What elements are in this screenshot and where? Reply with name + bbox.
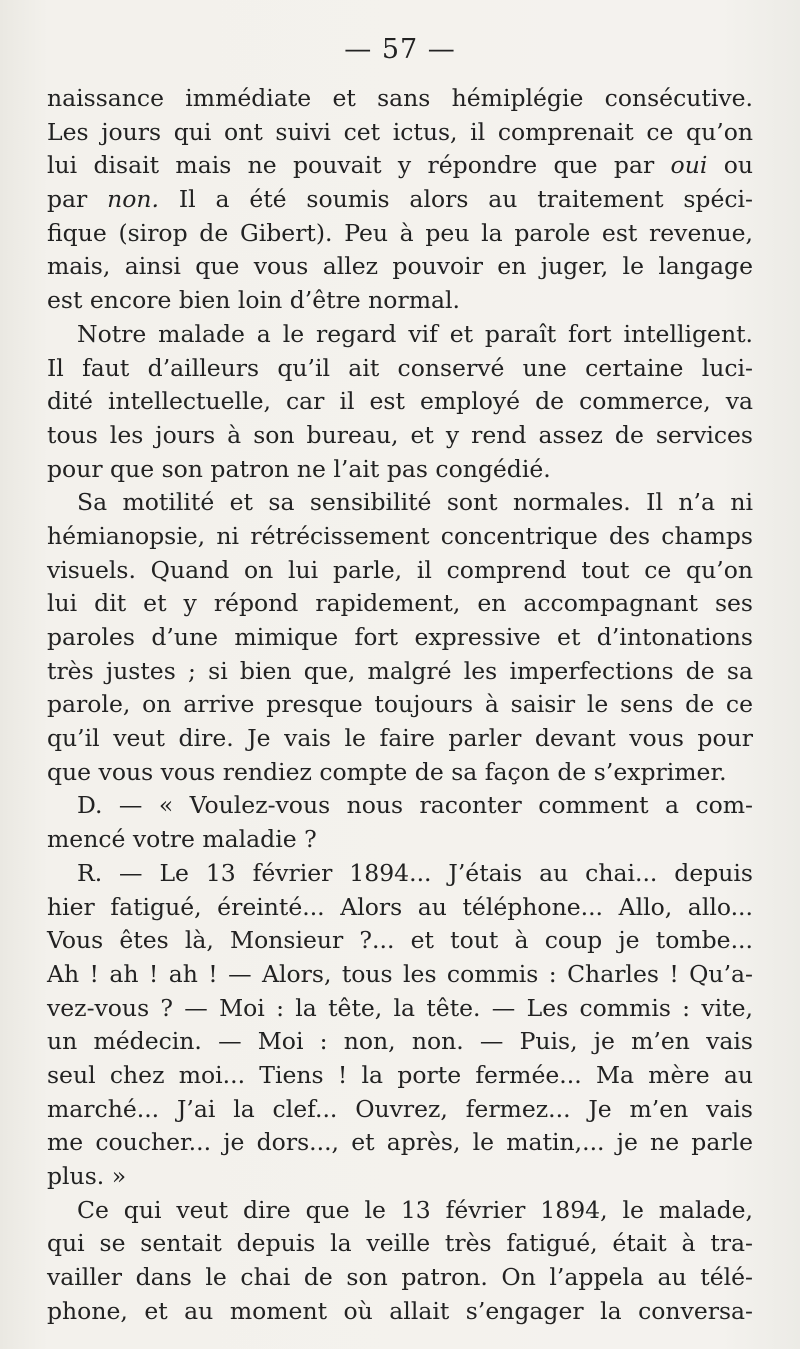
text-line: paroles d’une mimique fort expressive et d’intonations [47, 623, 753, 651]
text-line: Les jours qui ont suivi cet ictus, il comprenait ce qu’on [47, 117, 753, 146]
text-line: visuels. Quand on lui parle, il comprend tout ce qu’on [47, 555, 753, 584]
text-line: mencé votre maladie ? [47, 825, 317, 854]
italic-word: oui [670, 151, 708, 180]
text-line: Ce qui veut dire que le 13 février 1894, le malade, [77, 1195, 753, 1224]
text-line: me coucher... je dors..., et après, le matin,... je ne parle [47, 1128, 753, 1157]
text-line: R. — Le 13 février 1894... J’étais au chai... depuis [77, 858, 753, 887]
text-line: vez-vous ? — Moi : la tête, la tête. — Les commis : vite, [47, 993, 753, 1022]
text-line: lui dit et y répond rapidement, en accompagnant ses [47, 589, 753, 618]
text-line: qui se sentait depuis la veille très fatigué, était à tra- [47, 1229, 753, 1258]
text-line: un médecin. — Moi : non, non. — Puis, je m’en vais [47, 1027, 753, 1056]
text-line: Notre malade a le regard vif et paraît fort intelligent. [77, 319, 753, 348]
text-line: tous les jours à son bureau, et y rend assez de services [47, 420, 753, 449]
text-line: Ah ! ah ! ah ! — Alors, tous les commis : Charles ! Qu’a- [47, 959, 753, 988]
text-line: qu’il veut dire. Je vais le faire parler devant vous pour [47, 724, 753, 753]
text-line: D. — « Voulez-vous nous raconter comment a com- [77, 791, 753, 820]
text-line: Sa motilité et sa sensibilité sont normales. Il n’a ni [77, 488, 753, 517]
text-line: que vous vous rendiez compte de sa façon de s’exprimer. [47, 757, 727, 786]
text-line: mais, ainsi que vous allez pouvoir en juger, le langage [47, 252, 753, 281]
text-line: fique (sirop de Gibert). Peu à peu la parole est revenue, [47, 218, 753, 247]
text-line: Il faut d’ailleurs qu’il ait conservé une certaine luci- [47, 353, 753, 382]
text-line: hier fatigué, éreinté... Alors au téléphone... Allo, allo... [47, 892, 753, 921]
text-line: est encore bien loin d’être normal. [47, 286, 460, 315]
text-line: par non. Il a été soumis alors au traitement spéci- [47, 185, 753, 214]
text-line: très justes ; si bien que, malgré les imperfections de sa [47, 656, 753, 685]
text-line: lui disait mais ne pouvait y répondre que par oui ou [47, 151, 753, 180]
text-line: pour que son patron ne l’ait pas congédié. [47, 454, 551, 483]
text-line: marché... J’ai la clef... Ouvrez, fermez... Je m’en vais [47, 1094, 753, 1123]
text-line: Vous êtes là, Monsieur ?... et tout à coup je tombe... [47, 926, 753, 955]
text-line: phone, et au moment où allait s’engager la conversa- [47, 1296, 753, 1325]
italic-word: non. [107, 185, 160, 214]
text-line: vailler dans le chai de son patron. On l’appela au télé- [47, 1263, 753, 1292]
text-line: dité intellectuelle, car il est employé de commerce, va [47, 387, 753, 416]
text-line: parole, on arrive presque toujours à saisir le sens de ce [47, 690, 753, 719]
text-line: hémianopsie, ni rétrécissement concentrique des champs [47, 521, 753, 550]
body-text [47, 82, 753, 1328]
page-number: — 57 — [344, 34, 456, 65]
text-line: naissance immédiate et sans hémiplégie consécutive. [47, 84, 753, 112]
text-line: plus. » [47, 1162, 127, 1190]
text-line: seul chez moi... Tiens ! la porte fermée... Ma mère au [47, 1060, 753, 1089]
